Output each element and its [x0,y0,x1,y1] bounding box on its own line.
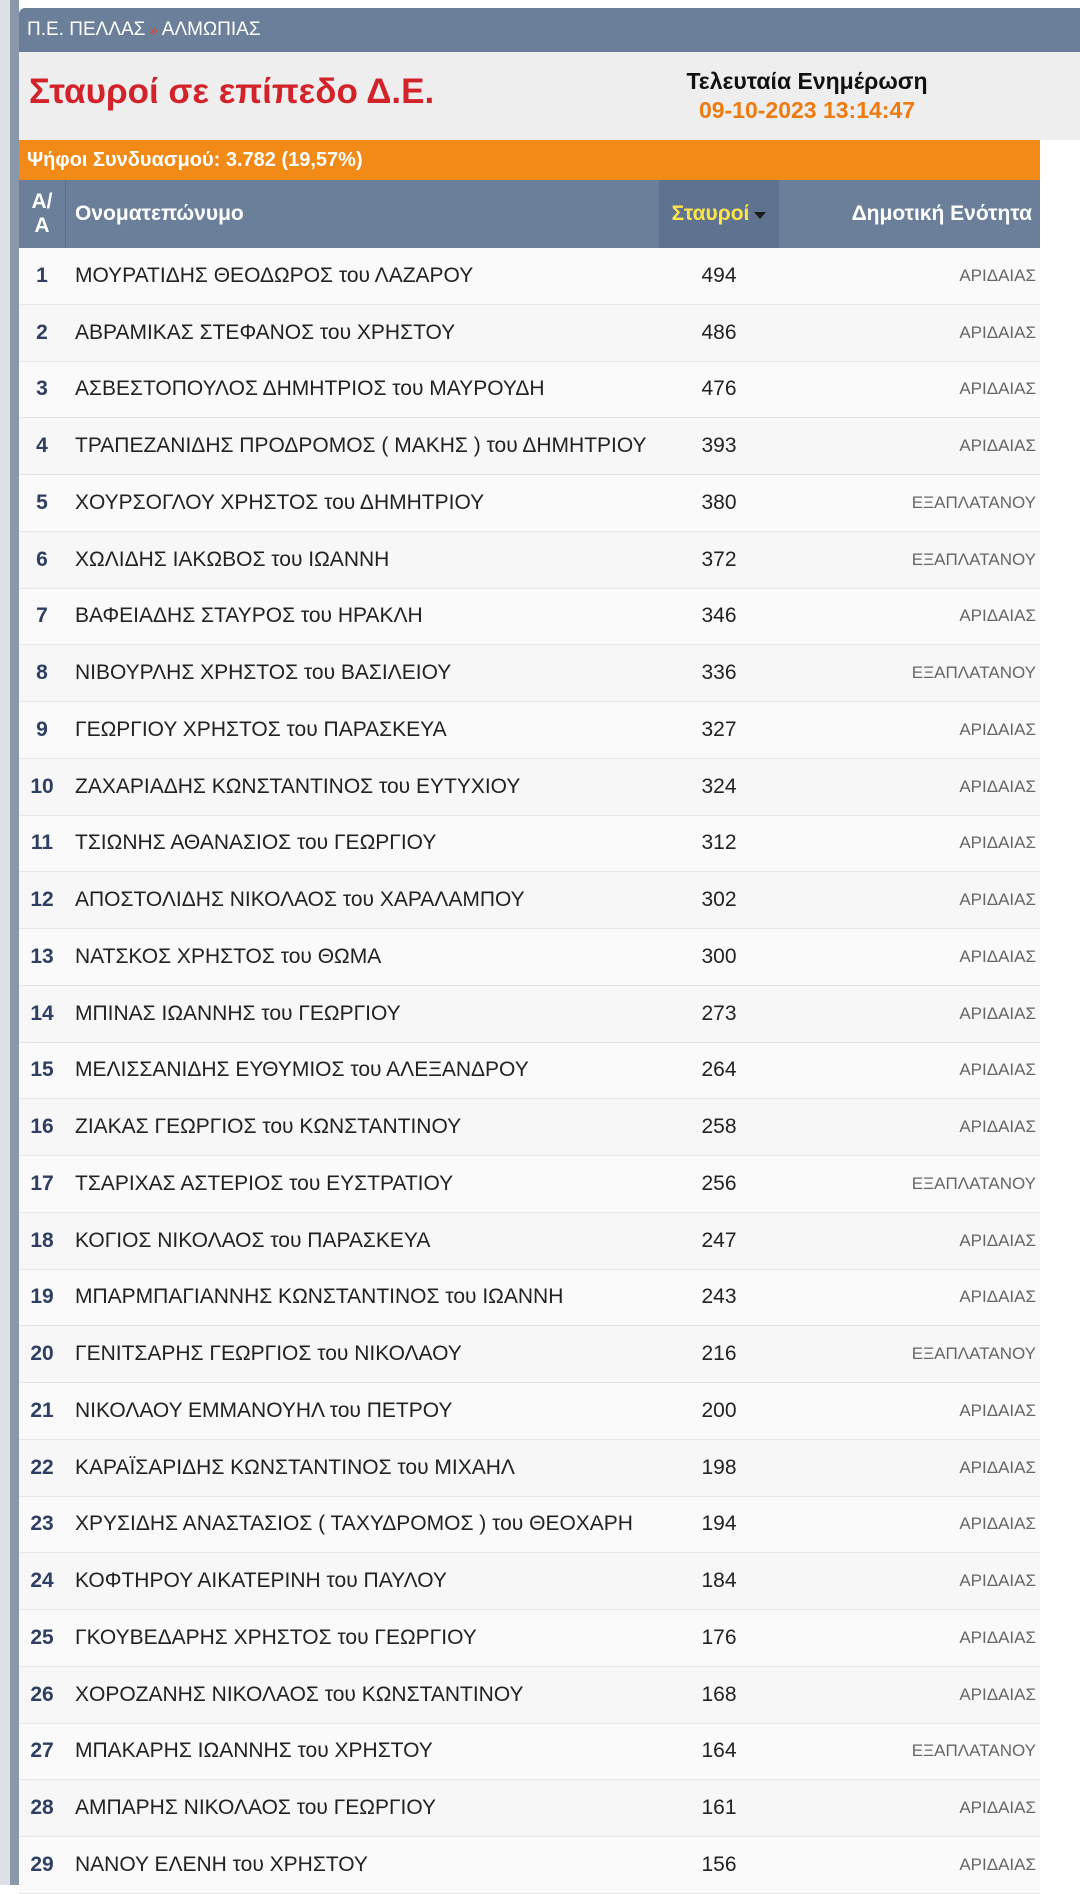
candidate-votes: 243 [701,1285,737,1309]
candidate-votes: 336 [701,661,737,685]
table-row [19,816,1040,873]
candidate-name: ΚΟΓΙΟΣ ΝΙΚΟΛΑΟΣ του ΠΑΡΑΣΚΕΥΑ [75,1228,431,1252]
municipal-unit: ΕΞΑΠΛΑΤΑΝΟΥ [911,1741,1036,1761]
municipal-unit: ΑΡΙΔΑΙΑΣ [959,1514,1036,1534]
candidate-name: ΜΠΙΝΑΣ ΙΩΑΝΝΗΣ του ΓΕΩΡΓΙΟΥ [75,1001,401,1025]
municipal-unit: ΑΡΙΔΑΙΑΣ [959,1003,1036,1023]
candidates-table-body [19,248,1040,1894]
table-row [19,305,1040,362]
table-row [19,872,1040,929]
candidate-votes: 486 [701,320,737,344]
breadcrumb-separator: » [149,21,158,39]
row-number: 2 [36,320,48,344]
municipal-unit: ΕΞΑΠΛΑΤΑΝΟΥ [911,1173,1036,1193]
column-header-name[interactable]: Ονοματεπώνυμο [75,202,244,225]
column-header-unit[interactable]: Δημοτική Ενότητα [851,202,1032,225]
table-row [19,759,1040,816]
breadcrumb-municipality: ΑΛΜΩΠΙΑΣ [161,19,261,40]
candidate-name: ΧΩΛΙΔΗΣ ΙΑΚΩΒΟΣ του ΙΩΑΝΝΗ [75,547,390,571]
candidate-votes: 273 [701,1001,737,1025]
candidate-votes: 247 [701,1228,737,1252]
column-header-aa: Α/ Α [19,180,66,248]
candidate-name: ΧΟΡΟΖΑΝΗΣ ΝΙΚΟΛΑΟΣ του ΚΩΝΣΤΑΝΤΙΝΟΥ [75,1682,524,1706]
table-row [19,1610,1040,1667]
candidate-votes: 327 [701,717,737,741]
candidate-name: ΤΡΑΠΕΖΑΝΙΔΗΣ ΠΡΟΔΡΟΜΟΣ ( ΜΑΚΗΣ ) του ΔΗΜΗΤΡΙΟΥ [75,434,647,458]
row-number: 1 [36,263,48,287]
municipal-unit: ΑΡΙΔΑΙΑΣ [959,946,1036,966]
row-number: 6 [36,547,48,571]
municipal-unit: ΑΡΙΔΑΙΑΣ [959,379,1036,399]
candidate-votes: 393 [701,434,737,458]
municipal-unit: ΑΡΙΔΑΙΑΣ [959,436,1036,456]
municipal-unit: ΑΡΙΔΑΙΑΣ [959,890,1036,910]
row-number: 20 [30,1342,54,1366]
left-margin [0,0,10,1885]
page-title: Σταυροί σε επίπεδο Δ.Ε. [29,72,435,111]
municipal-unit: ΑΡΙΔΑΙΑΣ [959,322,1036,342]
candidate-name: ΑΒΡΑΜΙΚΑΣ ΣΤΕΦΑΝΟΣ του ΧΡΗΣΤΟΥ [75,320,456,344]
table-row [19,1440,1040,1497]
municipal-unit: ΑΡΙΔΑΙΑΣ [959,1230,1036,1250]
candidate-votes: 476 [701,377,737,401]
table-row [19,1043,1040,1100]
last-update-time: 09-10-2023 13:14:47 [698,97,916,123]
row-number: 12 [30,888,54,912]
row-number: 14 [30,1001,54,1025]
table-row [19,1497,1040,1554]
municipal-unit: ΕΞΑΠΛΑΤΑΝΟΥ [911,1344,1036,1364]
row-number: 5 [36,490,48,514]
table-row [19,1213,1040,1270]
candidate-votes: 264 [701,1058,737,1082]
candidate-votes: 198 [701,1455,737,1479]
table-row [19,1780,1040,1837]
table-row [19,929,1040,986]
candidate-votes: 176 [701,1625,737,1649]
candidate-votes: 302 [701,888,737,912]
municipal-unit: ΑΡΙΔΑΙΑΣ [959,1060,1036,1080]
row-number: 3 [36,377,48,401]
municipal-unit: ΑΡΙΔΑΙΑΣ [959,1400,1036,1420]
row-number: 23 [30,1512,54,1536]
candidate-votes: 164 [701,1739,737,1763]
row-number: 29 [30,1852,54,1876]
sort-descending-icon [754,212,766,219]
row-number: 16 [30,1115,54,1139]
candidate-votes: 184 [701,1569,737,1593]
candidate-votes: 168 [701,1682,737,1706]
table-row [19,1156,1040,1213]
municipal-unit: ΑΡΙΔΑΙΑΣ [959,833,1036,853]
row-number: 27 [30,1739,54,1763]
candidate-votes: 300 [701,944,737,968]
table-row [19,248,1040,305]
candidate-name: ΝΙΒΟΥΡΛΗΣ ΧΡΗΣΤΟΣ του ΒΑΣΙΛΕΙΟΥ [75,661,452,685]
candidate-name: ΜΠΑΚΑΡΗΣ ΙΩΑΝΝΗΣ του ΧΡΗΣΤΟΥ [75,1739,433,1763]
candidate-name: ΚΑΡΑΪΣΑΡΙΔΗΣ ΚΩΝΣΤΑΝΤΙΝΟΣ του ΜΙΧΑΗΛ [75,1455,515,1479]
candidate-name: ΜΠΑΡΜΠΑΓΙΑΝΝΗΣ ΚΩΝΣΤΑΝΤΙΝΟΣ του ΙΩΑΝΝΗ [75,1285,564,1309]
candidate-name: ΑΜΠΑΡΗΣ ΝΙΚΟΛΑΟΣ του ΓΕΩΡΓΙΟΥ [75,1796,437,1820]
table-row [19,1837,1040,1894]
row-number: 17 [30,1171,54,1195]
candidate-name: ΤΣΑΡΙΧΑΣ ΑΣΤΕΡΙΟΣ του ΕΥΣΤΡΑΤΙΟΥ [75,1171,454,1195]
table-row [19,1383,1040,1440]
row-number: 21 [30,1398,54,1422]
municipal-unit: ΑΡΙΔΑΙΑΣ [959,606,1036,626]
table-row [19,475,1040,532]
municipal-unit: ΑΡΙΔΑΙΑΣ [959,265,1036,285]
candidate-votes: 258 [701,1115,737,1139]
table-header [19,180,1040,248]
municipal-unit: ΑΡΙΔΑΙΑΣ [959,1571,1036,1591]
row-number: 15 [30,1058,54,1082]
candidate-votes: 312 [701,831,737,855]
row-number: 7 [36,604,48,628]
table-row [19,1326,1040,1383]
row-number: 19 [30,1285,54,1309]
candidate-votes: 494 [701,263,737,287]
municipal-unit: ΕΞΑΠΛΑΤΑΝΟΥ [911,492,1036,512]
candidate-votes: 161 [701,1796,737,1820]
candidate-name: ΑΣΒΕΣΤΟΠΟΥΛΟΣ ΔΗΜΗΤΡΙΟΣ του ΜΑΥΡΟΥΔΗ [75,377,545,401]
candidate-votes: 200 [701,1398,737,1422]
candidate-name: ΑΠΟΣΤΟΛΙΔΗΣ ΝΙΚΟΛΑΟΣ του ΧΑΡΑΛΑΜΠΟΥ [75,888,525,912]
candidate-name: ΜΟΥΡΑΤΙΔΗΣ ΘΕΟΔΩΡΟΣ του ΛΑΖΑΡΟΥ [75,263,474,287]
candidate-votes: 380 [701,490,737,514]
table-row [19,418,1040,475]
stavroi-header-label: Σταυροί [671,202,750,225]
row-number: 22 [30,1455,54,1479]
combination-votes-bar: Ψήφοι Συνδυασμού: 3.782 (19,57%) [19,140,1040,180]
table-row [19,362,1040,419]
candidate-name: ΜΕΛΙΣΣΑΝΙΔΗΣ ΕΥΘΥΜΙΟΣ του ΑΛΕΞΑΝΔΡΟΥ [75,1058,529,1082]
page-header [19,52,1080,140]
breadcrumb [19,8,1080,52]
table-row [19,986,1040,1043]
municipal-unit: ΑΡΙΔΑΙΑΣ [959,776,1036,796]
row-number: 13 [30,944,54,968]
candidate-name: ΝΑΝΟΥ ΕΛΕΝΗ του ΧΡΗΣΤΟΥ [75,1852,368,1876]
table-row [19,1724,1040,1781]
municipal-unit: ΑΡΙΔΑΙΑΣ [959,1117,1036,1137]
row-number: 4 [36,434,48,458]
candidate-votes: 194 [701,1512,737,1536]
municipal-unit: ΕΞΑΠΛΑΤΑΝΟΥ [911,663,1036,683]
row-number: 28 [30,1796,54,1820]
breadcrumb-region-link[interactable]: Π.Ε. ΠΕΛΛΑΣ [27,19,146,40]
left-border [10,0,19,1885]
table-row [19,589,1040,646]
candidate-name: ΤΣΙΩΝΗΣ ΑΘΑΝΑΣΙΟΣ του ΓΕΩΡΓΙΟΥ [75,831,437,855]
candidate-name: ΓΚΟΥΒΕΔΑΡΗΣ ΧΡΗΣΤΟΣ του ΓΕΩΡΓΙΟΥ [75,1625,477,1649]
candidate-name: ΧΡΥΣΙΔΗΣ ΑΝΑΣΤΑΣΙΟΣ ( ΤΑΧΥΔΡΟΜΟΣ ) του ΘΕΟΧΑΡΗ [75,1512,633,1536]
row-number: 10 [30,774,54,798]
candidate-votes: 324 [701,774,737,798]
row-number: 25 [30,1625,54,1649]
candidate-name: ΚΟΦΤΗΡΟΥ ΑΙΚΑΤΕΡΙΝΗ του ΠΑΥΛΟΥ [75,1569,447,1593]
candidate-votes: 256 [701,1171,737,1195]
municipal-unit: ΑΡΙΔΑΙΑΣ [959,1457,1036,1477]
table-row [19,645,1040,702]
table-row [19,1667,1040,1724]
row-number: 9 [36,717,48,741]
municipal-unit: ΑΡΙΔΑΙΑΣ [959,1684,1036,1704]
table-row [19,1099,1040,1156]
table-row [19,532,1040,589]
last-update-label: Τελευταία Ενημέρωση [686,68,928,94]
row-number: 24 [30,1569,54,1593]
column-header-stavroi[interactable] [659,180,779,248]
row-number: 8 [36,661,48,685]
municipal-unit: ΑΡΙΔΑΙΑΣ [959,1287,1036,1307]
candidate-votes: 216 [701,1342,737,1366]
municipal-unit: ΑΡΙΔΑΙΑΣ [959,1854,1036,1874]
table-row [19,702,1040,759]
candidate-name: ΓΕΝΙΤΣΑΡΗΣ ΓΕΩΡΓΙΟΣ του ΝΙΚΟΛΑΟΥ [75,1342,462,1366]
row-number: 26 [30,1682,54,1706]
municipal-unit: ΕΞΑΠΛΑΤΑΝΟΥ [911,549,1036,569]
candidate-votes: 156 [701,1852,737,1876]
candidate-name: ΒΑΦΕΙΑΔΗΣ ΣΤΑΥΡΟΣ του ΗΡΑΚΛΗ [75,604,423,628]
table-row [19,1270,1040,1327]
municipal-unit: ΑΡΙΔΑΙΑΣ [959,719,1036,739]
candidate-name: ΝΑΤΣΚΟΣ ΧΡΗΣΤΟΣ του ΘΩΜΑ [75,944,382,968]
row-number: 18 [30,1228,54,1252]
candidate-name: ΖΑΧΑΡΙΑΔΗΣ ΚΩΝΣΤΑΝΤΙΝΟΣ του ΕΥΤΥΧΙΟΥ [75,774,521,798]
candidate-name: ΧΟΥΡΣΟΓΛΟΥ ΧΡΗΣΤΟΣ του ΔΗΜΗΤΡΙΟΥ [75,490,485,514]
candidate-name: ΝΙΚΟΛΑΟΥ ΕΜΜΑΝΟΥΗΛ του ΠΕΤΡΟΥ [75,1398,453,1422]
municipal-unit: ΑΡΙΔΑΙΑΣ [959,1627,1036,1647]
candidate-name: ΖΙΑΚΑΣ ΓΕΩΡΓΙΟΣ του ΚΩΝΣΤΑΝΤΙΝΟΥ [75,1115,462,1139]
candidate-name: ΓΕΩΡΓΙΟΥ ΧΡΗΣΤΟΣ του ΠΑΡΑΣΚΕΥΑ [75,717,447,741]
table-row [19,1553,1040,1610]
row-number: 11 [30,831,54,855]
municipal-unit: ΑΡΙΔΑΙΑΣ [959,1798,1036,1818]
candidate-votes: 372 [701,547,737,571]
candidate-votes: 346 [701,604,737,628]
